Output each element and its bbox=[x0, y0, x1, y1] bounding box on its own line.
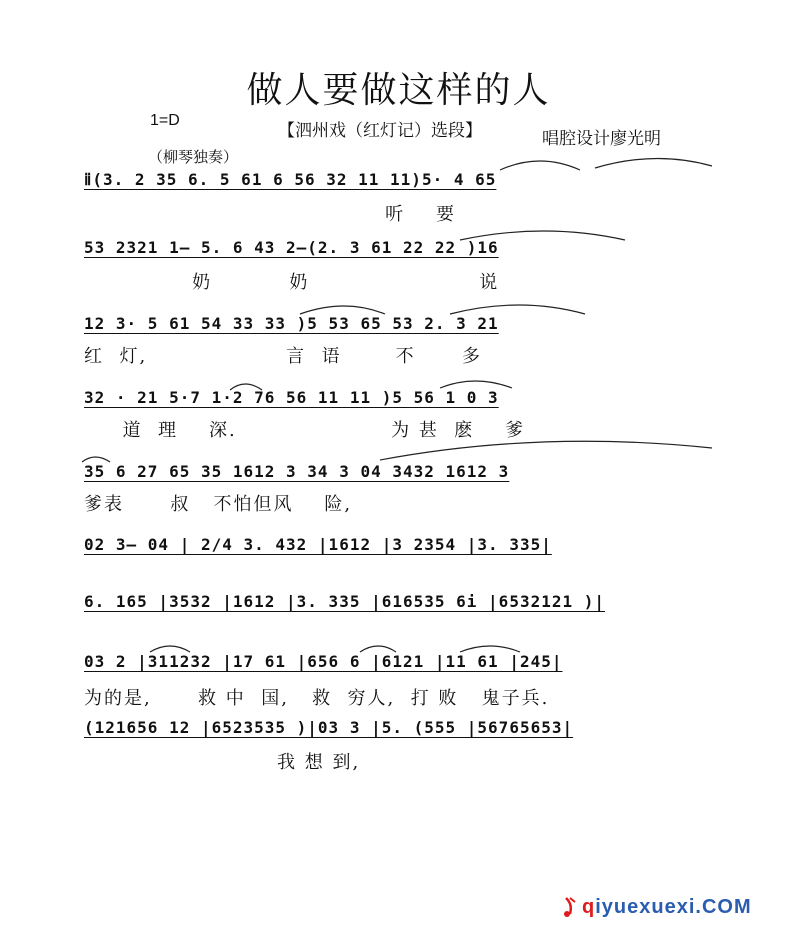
score-line-9-notes: (121656 12 |6523535 )|03 3 |5. (555 |56765653| bbox=[84, 718, 574, 737]
score-line-5-lyrics: 爹表 叔 不怕但风 险, bbox=[84, 494, 353, 515]
page-title: 做人要做这样的人 bbox=[246, 70, 551, 111]
designer-credit: 唱腔设计廖光明 bbox=[542, 129, 661, 148]
score-line-8-notes: 03 2 |311232 |17 61 |656 6 |6121 |11 61 |245| bbox=[84, 652, 563, 671]
solo-marking: （柳琴独奏） bbox=[148, 149, 239, 166]
score-line-8-lyrics: 为的是, 救 中 国, 救 穷人, 打 败 鬼子兵. bbox=[84, 688, 550, 709]
score-line-2-notes: 53 2321 1— 5. 6 43 2—(2. 3 61 22 22 )16 bbox=[84, 238, 499, 257]
score-line-1-notes: ⅱ(3. 2 35 6. 5 61 6 56 32 11 11)5· 4 65 bbox=[84, 170, 497, 189]
watermark-logo-icon bbox=[560, 896, 580, 918]
watermark-text bbox=[582, 896, 752, 919]
score-line-3-notes: 12 3· 5 61 54 33 33 )5 53 65 53 2. 3 21 bbox=[84, 314, 499, 333]
score-line-2-lyrics: 奶 奶 说 bbox=[84, 272, 500, 293]
score-line-3-lyrics: 红 灯, 言 语 不 多 bbox=[84, 346, 482, 367]
subtitle: 【泗州戏（红灯记）选段】 bbox=[278, 121, 482, 140]
watermark-q: q bbox=[582, 896, 596, 918]
watermark-domain: iyuexuexi.COM bbox=[595, 896, 752, 918]
score-line-5-notes: 35 6 27 65 35 1612 3 34 3 04 3432 1612 3 bbox=[84, 462, 510, 481]
key-signature: 1=D bbox=[150, 112, 180, 129]
score-line-9-lyrics: 我 想 到, bbox=[84, 752, 361, 773]
score-line-7-notes: 6. 165 |3532 |1612 |3. 335 |616535 6i |6532121 )| bbox=[84, 592, 606, 611]
score-line-1-lyrics: 听 要 bbox=[84, 204, 457, 225]
score-line-4-notes: 32 · 21 5·7 1·2 76 56 11 11 )5 56 1 0 3 bbox=[84, 388, 499, 407]
score-line-4-lyrics: 道 理 深. 为 甚 麽 爹 bbox=[84, 420, 526, 441]
score-line-6-notes: 02 3— 04 | 2/4 3. 432 |1612 |3 2354 |3. 335| bbox=[84, 535, 552, 554]
